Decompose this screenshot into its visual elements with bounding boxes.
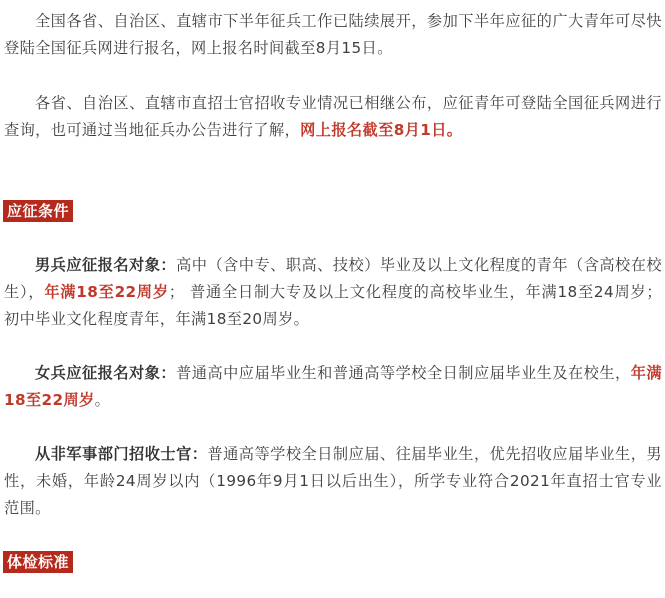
- deadline-highlight: 网上报名截至8月1日。: [300, 121, 463, 139]
- section-tag-conditions: 应征条件: [3, 200, 73, 222]
- age-highlight: 年满18至22周岁: [44, 283, 169, 301]
- paragraph-text: 普通高中应届毕业生和普通高等学校全日制应届毕业生及在校生，: [176, 364, 631, 382]
- paragraph-lead: 男兵应征报名对象：: [35, 256, 177, 274]
- paragraph-text: ； 普通全日制大专及以上文化程度的高校毕业生，年满18至24周岁； 初中毕业文化程度青年，年满18至20周岁。: [4, 283, 662, 328]
- age-highlight: 年满18至22周岁: [4, 364, 662, 409]
- paragraph-text: 全国各省、自治区、直辖市下半年征兵工作已陆续展开，参加下半年应征的广大青年可尽快登陆全国征兵网进行报名，网上报名时间截至8月15日。: [4, 12, 662, 57]
- paragraph-lead: 从非军事部门招收士官：: [35, 445, 208, 463]
- paragraph-text: 各省、自治区、直辖市直招士官招收专业情况已相继公布，应征青年可登陆全国征兵网进行查询，也可通过当地征兵办公告进行了解，: [4, 94, 662, 139]
- paragraph-male-eligibility: [4, 252, 662, 333]
- paragraph-text: 普通高等学校全日制应届、往届毕业生，优先招收应届毕业生，男性，未婚，年龄24周岁以内（1996年9月1日以后出生），所学专业符合2021年直招士官专业范围。: [4, 445, 662, 517]
- paragraph-sergeant-recruitment: [4, 90, 662, 144]
- paragraph-registration-timeline: [4, 8, 662, 62]
- paragraph-text: 。: [94, 391, 111, 409]
- paragraph-lead: 女兵应征报名对象：: [35, 364, 177, 382]
- paragraph-nonmilitary-sergeants: [4, 441, 662, 522]
- paragraph-text: 高中（含中专、职高、技校）毕业及以上文化程度的青年（含高校在校生），: [4, 256, 662, 301]
- section-tag-physical: 体检标准: [3, 551, 73, 573]
- paragraph-female-eligibility: [4, 360, 662, 414]
